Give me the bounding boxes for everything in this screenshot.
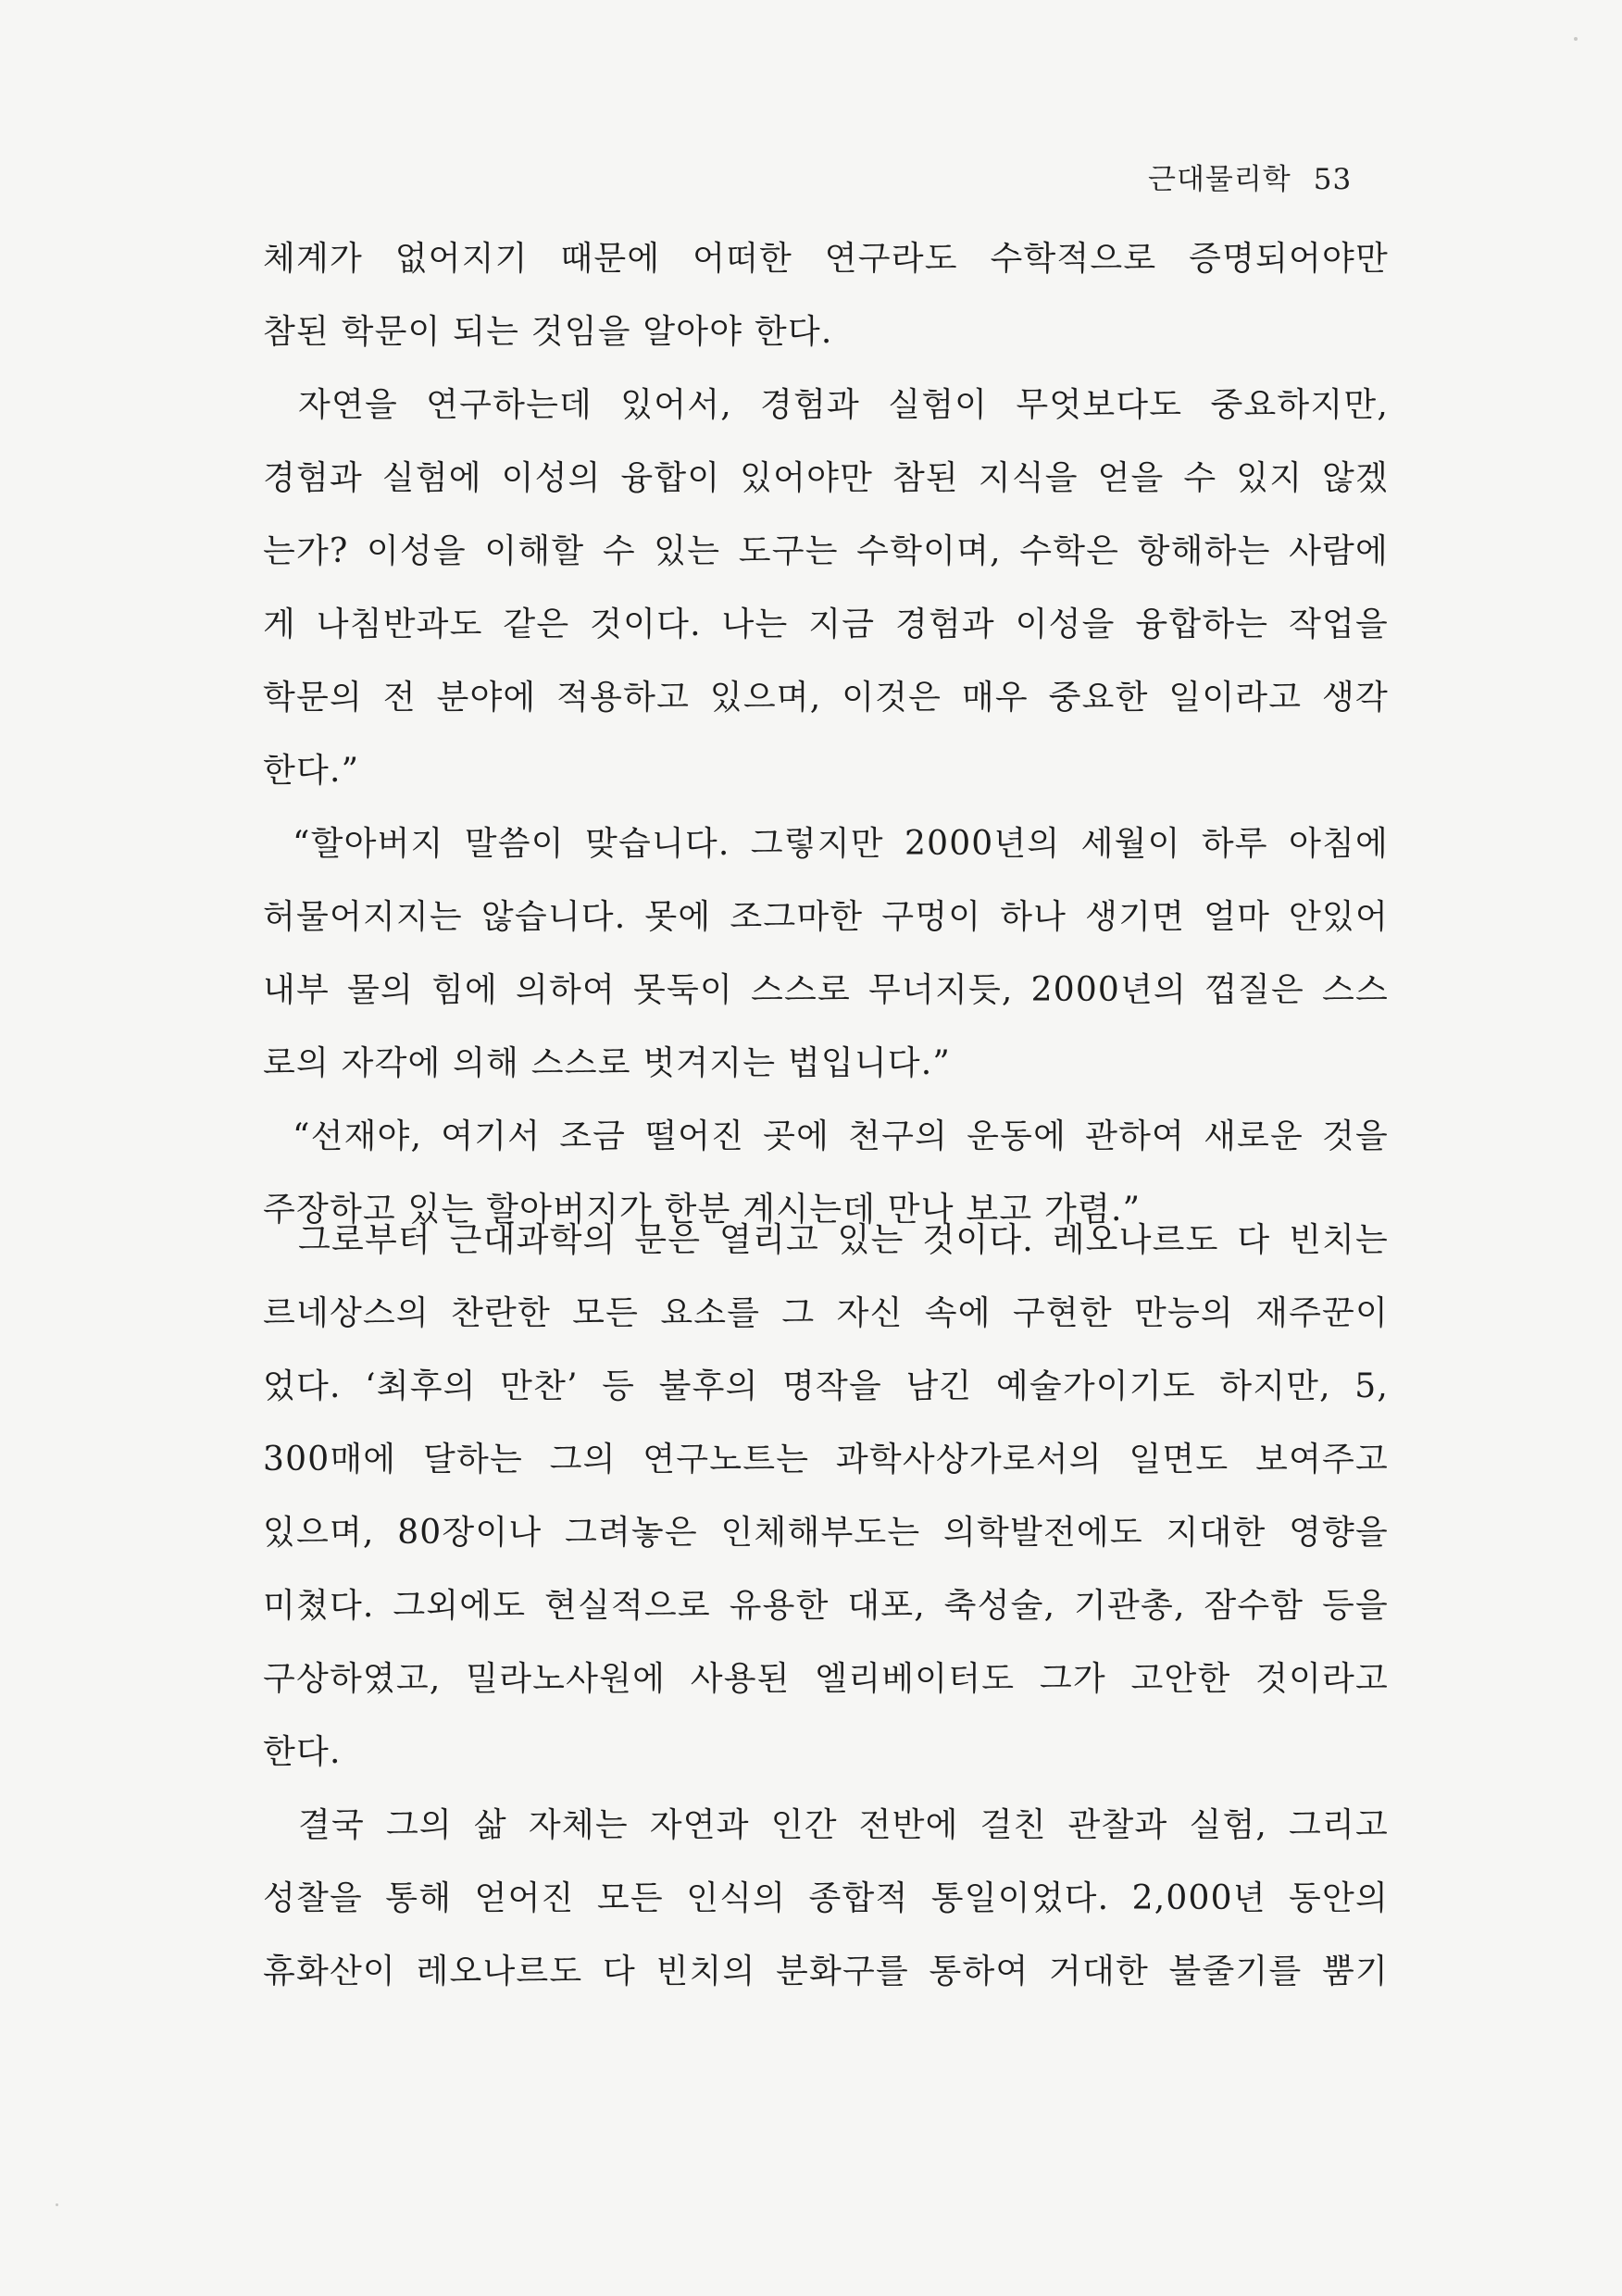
text-line: 한다. bbox=[263, 1733, 342, 1771]
text-line: 한다.” bbox=[263, 752, 360, 790]
text-line: 경험과 실험에 이성의 융합이 있어야만 참된 지식을 얻을 수 있지 않겠 bbox=[263, 459, 1389, 497]
text-line: 성찰을 통해 얻어진 모든 인식의 종합적 통일이었다. 2,000년 동안의 bbox=[263, 1879, 1389, 1917]
body-text-upper bbox=[263, 222, 1389, 1246]
text-line: 참된 학문이 되는 것임을 알아야 한다. bbox=[263, 313, 833, 351]
text-line: 주장하고 있는 할아버지가 한분 계시는데 만나 보고 가렴.” bbox=[263, 1191, 1142, 1229]
text-line: “선재야, 여기서 조금 떨어진 곳에 천구의 운동에 관하여 새로운 것을 bbox=[293, 1117, 1389, 1155]
text-line: 었다. ‘최후의 만찬’ 등 불후의 명작을 남긴 예술가이기도 하지만, 5, bbox=[263, 1367, 1389, 1405]
text-line: 학문의 전 분야에 적용하고 있으며, 이것은 매우 중요한 일이라고 생각 bbox=[263, 679, 1389, 717]
text-line: 는가? 이성을 이해할 수 있는 도구는 수학이며, 수학은 항해하는 사람에 bbox=[263, 532, 1389, 570]
text-line: 결국 그의 삶 자체는 자연과 인간 전반에 걸친 관찰과 실험, 그리고 bbox=[298, 1806, 1389, 1844]
text-line: 내부 물의 힘에 의하여 못둑이 스스로 무너지듯, 2000년의 껍질은 스스 bbox=[263, 971, 1389, 1009]
header-title: 근대물리학 bbox=[1148, 163, 1291, 196]
scan-speck bbox=[56, 2203, 58, 2206]
scan-speck bbox=[1574, 37, 1578, 41]
text-line: 체계가 없어지기 때문에 어떠한 연구라도 수학적으로 증명되어야만 bbox=[263, 240, 1389, 278]
text-line: 휴화산이 레오나르도 다 빈치의 분화구를 통하여 거대한 불줄기를 뿜기 bbox=[263, 1953, 1389, 1990]
running-header bbox=[1148, 156, 1379, 197]
text-line: 허물어지지는 않습니다. 못에 조그마한 구멍이 하나 생기면 얼마 안있어 bbox=[263, 898, 1389, 936]
text-line: 그로부터 근대과학의 문은 열리고 있는 것이다. 레오나르도 다 빈치는 bbox=[298, 1221, 1389, 1259]
text-line: 게 나침반과도 같은 것이다. 나는 지금 경험과 이성을 융합하는 작업을 bbox=[263, 605, 1389, 643]
body-text-lower bbox=[263, 1204, 1389, 2008]
text-line: “할아버지 말씀이 맞습니다. 그렇지만 2000년의 세월이 하루 아침에 bbox=[293, 825, 1389, 863]
text-line: 미쳤다. 그외에도 현실적으로 유용한 대포, 축성술, 기관총, 잠수함 등을 bbox=[263, 1587, 1389, 1625]
page-number: 53 bbox=[1313, 163, 1353, 196]
text-line: 구상하였고, 밀라노사원에 사용된 엘리베이터도 그가 고안한 것이라고 bbox=[263, 1660, 1389, 1698]
text-line: 자연을 연구하는데 있어서, 경험과 실험이 무엇보다도 중요하지만, bbox=[298, 386, 1389, 424]
text-line: 있으며, 80장이나 그려놓은 인체해부도는 의학발전에도 지대한 영향을 bbox=[263, 1514, 1389, 1552]
text-line: 300매에 달하는 그의 연구노트는 과학사상가로서의 일면도 보여주고 bbox=[263, 1441, 1389, 1479]
text-line: 로의 자각에 의해 스스로 벗겨지는 법입니다.” bbox=[263, 1044, 952, 1082]
text-line: 르네상스의 찬란한 모든 요소를 그 자신 속에 구현한 만능의 재주꾼이 bbox=[263, 1294, 1389, 1332]
